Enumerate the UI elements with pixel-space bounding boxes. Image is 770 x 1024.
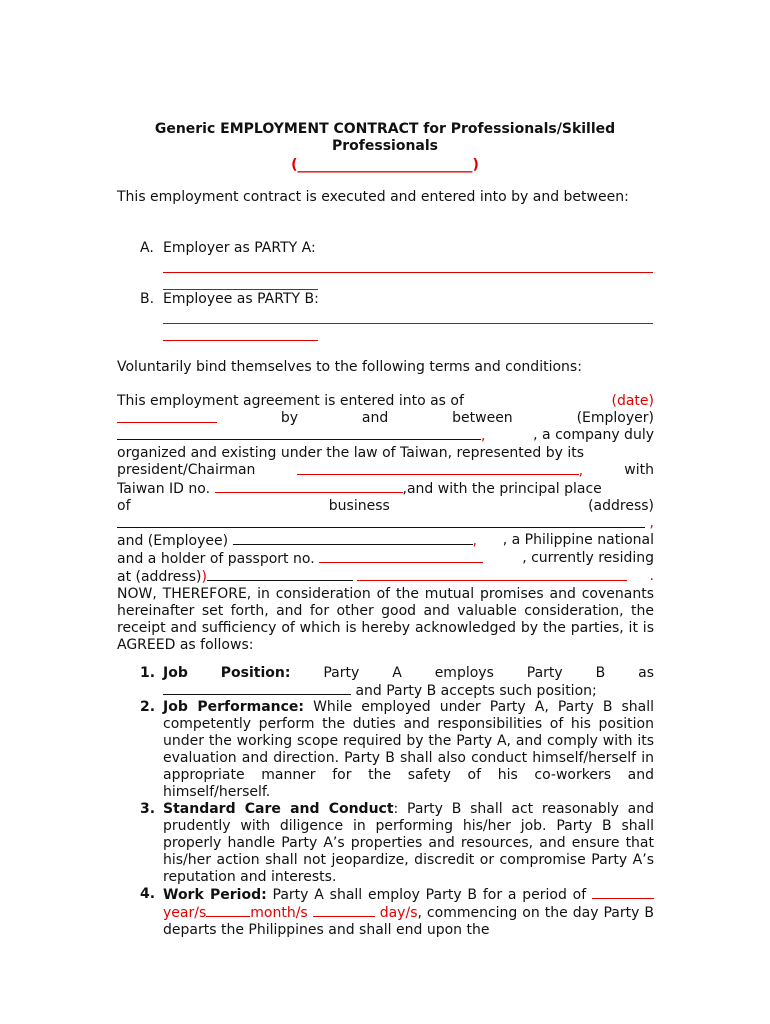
w1: Party <box>323 665 360 681</box>
term-4-number: 4. <box>140 886 156 902</box>
term-4-heading: Work Period: <box>163 887 267 903</box>
principal-place-text: ,and with the principal place <box>402 481 602 497</box>
passport-text: and a holder of passport no. <box>117 551 315 567</box>
term-1-number: 1. <box>140 665 156 681</box>
intro-paragraph: This employment contract is executed and entered into by and between: <box>117 189 629 205</box>
bind-paragraph: Voluntarily bind themselves to the following terms and conditions: <box>117 359 582 375</box>
party-b-marker: B. <box>140 291 155 307</box>
w6: as <box>638 665 654 681</box>
company-text: , a company duly <box>533 427 654 443</box>
residing-text: , currently residing <box>522 550 654 566</box>
date-field: (date) <box>611 393 654 409</box>
agreement-paragraph: This employment agreement is entered into as of (date) by and between (Employer) , , a company duly organized and existing under the law of Taiwan, represented by its president/Chairman , with Taiwan ID no. ,and with the principal place of business (address) , and (Employee) , , a Philippine national and a holder of passport no. , currently residing at (address)) . NOW, THEREFORE, in consideration of the mutual promises and covenants hereinafter set forth, and for other good and valuable consideration, the receipt and sufficiency of which is hereby acknowledged by the parties, it is AGREED as follows: <box>117 393 654 653</box>
between-word: between <box>452 410 513 426</box>
title-line-1: Generic EMPLOYMENT CONTRACT for Professionals/Skilled <box>154 121 616 137</box>
taiwan-id-text: Taiwan ID no. <box>117 481 211 497</box>
term-2-text: While employed under Party A, Party B shall competently perform the duties and responsibilities of his position under the working scope required by the Party A, and comply with its evaluation and direction. Party B shall also conduct himself/herself in appropriate manner for the safety of his co-workers and himself/herself. <box>163 699 655 800</box>
term-1-rest: and Party B accepts such position; <box>351 683 597 699</box>
by-word: by <box>280 410 299 426</box>
term-1-heading-2: Position: <box>220 665 291 681</box>
now-therefore-text: NOW, THEREFORE, in consideration of the mutual promises and covenants hereinafter set forth, and for other good and valuable consideration, the receipt and sufficiency of which is hereby acknowledged by the parties, it is AGREED as follows: <box>117 586 654 653</box>
party-b-item <box>140 291 654 308</box>
w4: Party <box>526 665 563 681</box>
term-3-text: : Party B shall act reasonably and prudently with diligence in performing his/her job. Party B shall properly handle Party A’s properties and resources, and ensure that his/her action shall not jeopardize, discredit or compromise Party A’s reputation and interests. <box>163 801 655 885</box>
address-word: (address) <box>588 498 654 514</box>
party-b-blank <box>163 323 653 341</box>
term-2 <box>140 699 654 801</box>
day-field: day/s <box>374 905 418 921</box>
party-a-label: Employer as PARTY A: <box>163 240 316 256</box>
business-word: business <box>328 498 390 514</box>
of-word: of <box>117 498 131 514</box>
employer-word: (Employer) <box>576 410 654 426</box>
party-a-item <box>140 240 654 257</box>
party-b-label: Employee as PARTY B: <box>163 291 319 307</box>
with-word: with <box>624 462 654 478</box>
term-2-number: 2. <box>140 699 156 715</box>
nationality-text: , a Philippine national <box>502 532 654 548</box>
title-blank: (_________________________) <box>291 157 479 173</box>
agreement-line-1: This employment agreement is entered into as of <box>117 393 464 409</box>
term-3-number: 3. <box>140 801 156 817</box>
term-4-text: Party A shall employ Party B for a period of <box>266 887 587 903</box>
year-field: year/s <box>163 905 207 921</box>
w3: employs <box>434 665 494 681</box>
comma: , <box>649 515 654 531</box>
w2: A <box>392 665 402 681</box>
and-word: and <box>361 410 389 426</box>
president-text: president/Chairman <box>117 462 256 478</box>
term-4-text-2: , commencing on the day Party B departs the Philippines and shall end upon the <box>163 905 655 938</box>
employee-text: and (Employee) <box>117 533 229 549</box>
term-1-heading-1: Job <box>163 665 188 681</box>
term-2-heading: Job Performance: <box>163 699 305 715</box>
party-a-blank <box>163 272 653 290</box>
period: . <box>649 568 654 584</box>
term-3-heading: Standard Care and Conduct <box>163 801 394 817</box>
party-a-marker: A. <box>140 240 154 256</box>
residing-address-text: at (address) <box>117 569 202 585</box>
w5: B <box>595 665 606 681</box>
document-title <box>100 121 670 174</box>
term-3 <box>140 801 654 886</box>
month-field: month/s <box>250 905 308 921</box>
term-1 <box>140 665 654 700</box>
agreement-line-4: organized and existing under the law of Taiwan, represented by its <box>117 445 585 461</box>
comma: , <box>578 463 584 479</box>
term-4 <box>140 886 654 939</box>
title-line-2: Professionals <box>332 138 438 154</box>
